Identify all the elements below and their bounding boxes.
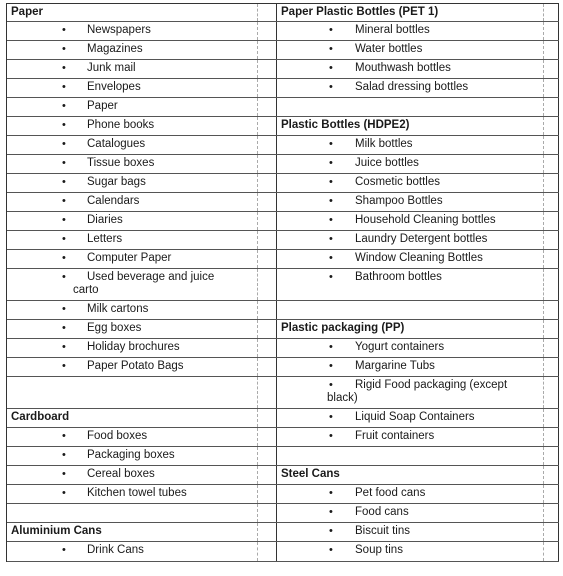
column-guide [257,358,258,376]
column-guide [543,339,544,357]
column-guide [257,193,258,211]
bullet-icon: • [62,449,66,461]
column-guide [257,504,258,522]
list-item: Drink Cans [87,544,144,556]
list-item: Paper Potato Bags [87,360,184,372]
column-guide [543,523,544,541]
column-guide [257,320,258,338]
left-cell [7,60,277,78]
list-item: Juice bottles [355,157,419,169]
column-guide [543,41,544,59]
bullet-icon: • [329,157,333,169]
column-guide [543,320,544,338]
list-item: Used beverage and juice [87,271,215,283]
table-row [7,174,559,193]
bullet-icon: • [62,271,66,283]
column-guide [543,231,544,249]
list-item: Window Cleaning Bottles [355,252,483,264]
left-cell [7,377,277,408]
right-cell [277,193,559,211]
column-guide [257,136,258,154]
column-guide [257,41,258,59]
right-cell [277,155,559,173]
left-cell [7,339,277,357]
left-cell [7,428,277,446]
left-cell [7,301,277,319]
table-row [7,301,559,320]
bullet-icon: • [62,341,66,353]
column-guide [257,485,258,503]
bullet-icon: • [62,430,66,442]
bullet-icon: • [62,62,66,74]
list-item: Magazines [87,43,143,55]
table-row [7,428,559,447]
column-guide [257,212,258,230]
bullet-icon: • [329,506,333,518]
column-guide [543,269,544,300]
column-guide [543,301,544,319]
list-item: Junk mail [87,62,136,74]
left-cell [7,155,277,173]
column-guide [257,155,258,173]
category-header: Cardboard [11,411,70,423]
right-cell [277,339,559,357]
table-row [7,60,559,79]
column-guide [543,155,544,173]
left-cell [7,193,277,211]
right-cell [277,231,559,249]
column-guide [543,174,544,192]
table-row [7,212,559,231]
list-item: Holiday brochures [87,341,180,353]
category-header: Paper [11,6,43,18]
column-guide [257,523,258,541]
left-cell [7,358,277,376]
bullet-icon: • [329,62,333,74]
table-row [7,523,559,542]
list-item: Pet food cans [355,487,426,499]
bullet-icon: • [329,252,333,264]
list-item-continuation: black) [327,392,358,404]
list-item: Newspapers [87,24,151,36]
list-item: Phone books [87,119,155,131]
left-cell [7,320,277,338]
column-guide [543,358,544,376]
table-row [7,504,559,523]
right-cell [277,447,559,465]
recycling-table [6,3,559,562]
column-guide [257,542,258,561]
list-item: Mineral bottles [355,24,430,36]
right-cell [277,212,559,230]
left-cell [7,269,277,300]
column-guide [257,301,258,319]
list-item: Computer Paper [87,252,172,264]
column-guide [257,98,258,116]
right-cell [277,504,559,522]
column-guide [257,428,258,446]
column-guide [257,447,258,465]
left-cell [7,4,277,21]
right-cell [277,41,559,59]
column-guide [543,79,544,97]
left-cell [7,466,277,484]
list-item: Food cans [355,506,409,518]
bullet-icon: • [329,544,333,556]
list-item: Bathroom bottles [355,271,442,283]
column-guide [543,466,544,484]
column-guide [257,174,258,192]
bullet-icon: • [62,157,66,169]
column-guide [543,250,544,268]
left-cell [7,98,277,116]
bullet-icon: • [329,271,333,283]
column-guide [543,22,544,40]
left-cell [7,41,277,59]
list-item: Margarine Tubs [355,360,435,372]
right-cell [277,117,559,135]
bullet-icon: • [62,24,66,36]
right-cell [277,136,559,154]
right-cell [277,269,559,300]
left-cell [7,212,277,230]
bullet-icon: • [62,233,66,245]
list-item-continuation: carto [73,284,99,296]
list-item: Catalogues [87,138,146,150]
right-cell [277,22,559,40]
table-row [7,98,559,117]
bullet-icon: • [329,24,333,36]
bullet-icon: • [62,303,66,315]
bullet-icon: • [62,100,66,112]
table-row [7,117,559,136]
list-item: Milk cartons [87,303,149,315]
table-row [7,269,559,301]
table-row [7,339,559,358]
bullet-icon: • [62,119,66,131]
table-row [7,136,559,155]
list-item: Kitchen towel tubes [87,487,187,499]
list-item: Envelopes [87,81,141,93]
table-row [7,231,559,250]
column-guide [257,339,258,357]
right-cell [277,174,559,192]
bullet-icon: • [329,195,333,207]
category-header: Aluminium Cans [11,525,102,537]
list-item: Yogurt containers [355,341,445,353]
table-row [7,542,559,562]
table-row [7,4,559,22]
left-cell [7,250,277,268]
table-row [7,320,559,339]
category-header: Paper Plastic Bottles (PET 1) [281,6,439,18]
right-cell [277,523,559,541]
column-guide [257,60,258,78]
bullet-icon: • [62,252,66,264]
right-cell [277,409,559,427]
bullet-icon: • [329,138,333,150]
table-row [7,22,559,41]
bullet-icon: • [329,233,333,245]
list-item: Laundry Detergent bottles [355,233,488,245]
right-cell [277,358,559,376]
right-cell [277,320,559,338]
right-cell [277,542,559,561]
column-guide [257,409,258,427]
left-cell [7,136,277,154]
column-guide [543,193,544,211]
table-row [7,377,559,409]
table-row [7,466,559,485]
column-guide [543,377,544,408]
bullet-icon: • [62,195,66,207]
column-guide [543,485,544,503]
column-guide [543,98,544,116]
bullet-icon: • [62,468,66,480]
left-cell [7,504,277,522]
list-item: Household Cleaning bottles [355,214,496,226]
left-cell [7,174,277,192]
table-row [7,155,559,174]
left-cell [7,542,277,561]
list-item: Salad dressing bottles [355,81,469,93]
table-row [7,358,559,377]
left-cell [7,79,277,97]
right-cell [277,466,559,484]
right-cell [277,79,559,97]
column-guide [543,504,544,522]
list-item: Mouthwash bottles [355,62,451,74]
list-item: Soup tins [355,544,403,556]
list-item: Sugar bags [87,176,146,188]
left-cell [7,117,277,135]
left-cell [7,231,277,249]
column-guide [543,4,544,21]
column-guide [543,117,544,135]
bullet-icon: • [329,411,333,423]
bullet-icon: • [62,544,66,556]
bullet-icon: • [329,81,333,93]
column-guide [257,269,258,300]
column-guide [257,22,258,40]
bullet-icon: • [329,487,333,499]
column-guide [257,231,258,249]
column-guide [257,117,258,135]
right-cell [277,250,559,268]
bullet-icon: • [329,341,333,353]
list-item: Calendars [87,195,140,207]
table-row [7,41,559,60]
left-cell [7,523,277,541]
left-cell [7,22,277,40]
left-cell [7,447,277,465]
column-guide [257,79,258,97]
bullet-icon: • [329,43,333,55]
column-guide [543,409,544,427]
column-guide [257,250,258,268]
list-item: Biscuit tins [355,525,410,537]
right-cell [277,60,559,78]
table-row [7,79,559,98]
bullet-icon: • [62,81,66,93]
right-cell [277,301,559,319]
table-row [7,193,559,212]
column-guide [257,466,258,484]
column-guide [543,542,544,561]
bullet-icon: • [62,322,66,334]
column-guide [543,447,544,465]
list-item: Liquid Soap Containers [355,411,475,423]
column-guide [543,60,544,78]
list-item: Egg boxes [87,322,142,334]
list-item: Cosmetic bottles [355,176,441,188]
category-header: Steel Cans [281,468,340,480]
bullet-icon: • [329,360,333,372]
bullet-icon: • [62,176,66,188]
right-cell [277,377,559,408]
list-item: Tissue boxes [87,157,155,169]
column-guide [257,4,258,21]
bullet-icon: • [62,43,66,55]
bullet-icon: • [62,214,66,226]
list-item: Milk bottles [355,138,413,150]
list-item: Paper [87,100,118,112]
bullet-icon: • [62,487,66,499]
table-row [7,250,559,269]
column-guide [543,212,544,230]
column-guide [257,377,258,408]
list-item: Cereal boxes [87,468,155,480]
list-item: Shampoo Bottles [355,195,443,207]
column-guide [543,428,544,446]
category-header: Plastic packaging (PP) [281,322,405,334]
bullet-icon: • [329,430,333,442]
bullet-icon: • [329,379,333,391]
left-cell [7,409,277,427]
bullet-icon: • [329,176,333,188]
right-cell [277,428,559,446]
right-cell [277,4,559,21]
category-header: Plastic Bottles (HDPE2) [281,119,410,131]
bullet-icon: • [329,525,333,537]
bullet-icon: • [62,138,66,150]
bullet-icon: • [62,360,66,372]
column-guide [543,136,544,154]
right-cell [277,485,559,503]
list-item: Rigid Food packaging (except [355,379,508,391]
list-item: Food boxes [87,430,148,442]
list-item: Diaries [87,214,123,226]
right-cell [277,98,559,116]
list-item: Packaging boxes [87,449,175,461]
table-row [7,409,559,428]
bullet-icon: • [329,214,333,226]
list-item: Letters [87,233,123,245]
list-item: Fruit containers [355,430,435,442]
list-item: Water bottles [355,43,423,55]
table-row [7,485,559,504]
table-row [7,447,559,466]
left-cell [7,485,277,503]
